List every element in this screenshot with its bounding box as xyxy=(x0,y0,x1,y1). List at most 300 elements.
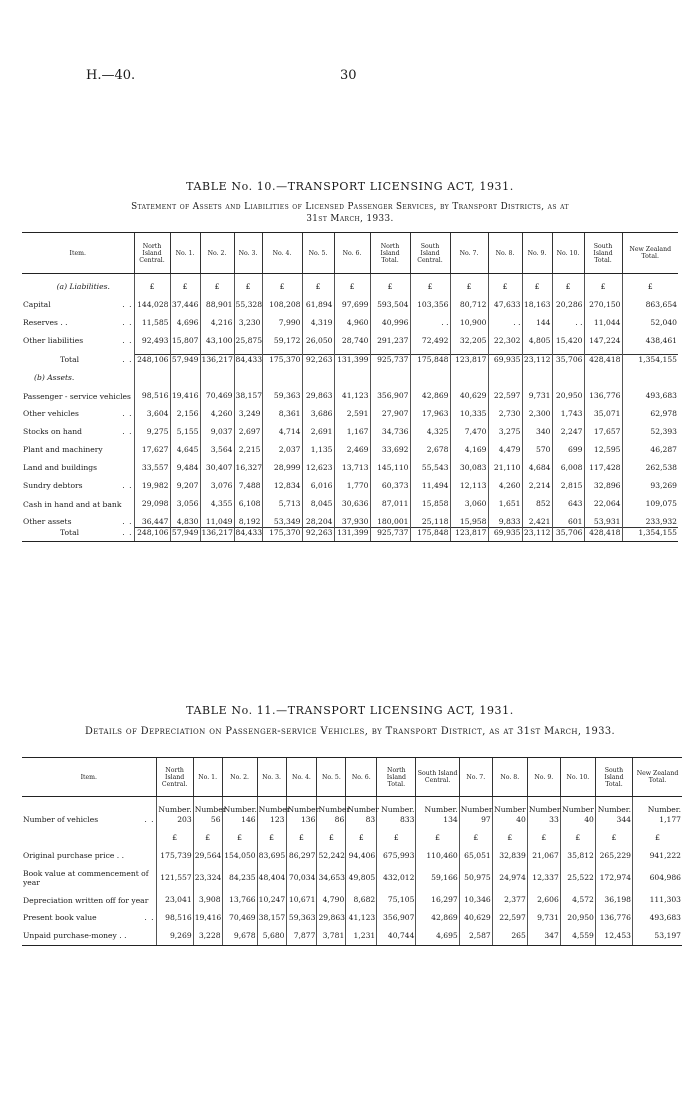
table-cell: 11,585 xyxy=(134,318,170,328)
table-cell: 593,504 xyxy=(370,300,410,310)
table-cell: 27,907 xyxy=(370,409,410,419)
table-cell: 41,123 xyxy=(334,391,370,401)
table-cell: 88,901 xyxy=(200,300,234,310)
table-cell: 70,469 xyxy=(200,391,234,401)
table-cell: 2,815 xyxy=(552,481,584,491)
row-label-text: Present book value xyxy=(23,913,97,922)
table-cell: 9,484 xyxy=(170,463,200,473)
spacer-cell xyxy=(22,923,156,931)
table-cell: 4,260 xyxy=(200,409,234,419)
spacer-cell xyxy=(370,346,410,355)
row-label-text: Number of vehicles xyxy=(23,815,99,824)
spacer-cell xyxy=(22,905,156,913)
table-cell: 7,470 xyxy=(450,427,488,437)
spacer-row xyxy=(22,923,682,931)
table-cell: 57,949 xyxy=(171,355,199,364)
column-header: No. 2. xyxy=(222,758,257,797)
table-cell: 6,016 xyxy=(302,481,334,491)
spacer-cell xyxy=(527,861,560,869)
spacer-cell xyxy=(286,861,317,869)
table-cell: 10,335 xyxy=(450,409,488,419)
table-cell: 136,217 xyxy=(201,355,233,364)
row-label-text: Other assets xyxy=(23,517,72,527)
spacer-cell xyxy=(334,509,370,517)
table-cell: 40,629 xyxy=(459,913,492,923)
table-cell: 344 xyxy=(595,815,632,825)
spacer-cell xyxy=(522,455,552,463)
table-cell: 21,110 xyxy=(488,463,522,473)
spacer-cell xyxy=(317,887,346,895)
spacer-cell xyxy=(377,797,416,806)
spacer-cell xyxy=(450,401,488,409)
spacer-cell xyxy=(134,401,170,409)
spacer-cell xyxy=(527,825,560,833)
spacer-cell xyxy=(584,455,622,463)
column-header: North Island Total. xyxy=(377,758,416,797)
spacer-cell xyxy=(488,365,522,373)
spacer-cell xyxy=(488,491,522,499)
spacer-cell xyxy=(584,437,622,445)
table-cell: 4,216 xyxy=(200,318,234,328)
table-cell: 28,999 xyxy=(262,463,302,473)
spacer-cell xyxy=(450,346,488,355)
spacer-cell xyxy=(170,292,200,300)
column-header: No. 9. xyxy=(522,233,552,274)
spacer-cell xyxy=(302,328,334,336)
spacer-cell xyxy=(22,401,134,409)
spacer-cell xyxy=(370,455,410,463)
spacer-cell xyxy=(156,923,193,931)
spacer-cell xyxy=(488,437,522,445)
table-cell: 53,349 xyxy=(262,517,302,528)
spacer-cell xyxy=(334,383,370,391)
table-cell xyxy=(334,373,370,383)
spacer-cell xyxy=(22,274,134,283)
liability-row xyxy=(22,336,678,346)
spacer-cell xyxy=(377,843,416,851)
table-cell: 12,453 xyxy=(595,931,632,946)
table-cell: 4,355 xyxy=(200,499,234,509)
spacer-cell xyxy=(370,292,410,300)
table-cell: 4,325 xyxy=(410,427,450,437)
table-cell: 21,067 xyxy=(527,851,560,861)
table-cell: 69,935 xyxy=(488,528,522,542)
table-cell: 144 xyxy=(522,318,552,328)
table-cell: 265 xyxy=(492,931,527,946)
table-cell: £ xyxy=(527,833,560,843)
spacer-cell xyxy=(286,843,317,851)
table-cell: 2,300 xyxy=(522,409,552,419)
spacer-cell xyxy=(334,310,370,318)
table-cell xyxy=(450,373,488,383)
table-cell: £ xyxy=(370,282,410,292)
spacer-cell xyxy=(222,923,257,931)
spacer-cell xyxy=(156,887,193,895)
table-cell: 28,740 xyxy=(334,336,370,346)
spacer-cell xyxy=(488,328,522,336)
table-cell: 248,106 xyxy=(134,528,170,542)
table-cell: 601 xyxy=(552,517,584,528)
spacer-cell xyxy=(193,825,222,833)
table-cell: 25,522 xyxy=(560,869,595,887)
spacer-cell xyxy=(633,843,683,851)
spacer-cell xyxy=(410,419,450,427)
table-cell: 3,228 xyxy=(193,931,222,946)
table-cell: 604,986 xyxy=(633,869,683,887)
table-cell: 30,636 xyxy=(334,499,370,509)
spacer-cell xyxy=(262,473,302,481)
spacer-cell xyxy=(302,419,334,427)
spacer-cell xyxy=(410,437,450,445)
spacer-cell xyxy=(410,274,450,283)
spacer-cell xyxy=(200,455,234,463)
spacer-cell xyxy=(134,310,170,318)
table10-header-row xyxy=(22,233,678,274)
table-cell: 3,781 xyxy=(317,931,346,946)
column-header: South Island Central. xyxy=(416,758,459,797)
table11-title: TABLE No. 11.—TRANSPORT LICENSING ACT, 1931. xyxy=(186,704,514,717)
table-cell: 2,037 xyxy=(262,445,302,455)
spacer-cell xyxy=(370,310,410,318)
spacer-cell xyxy=(257,861,286,869)
table-cell: 35,812 xyxy=(560,851,595,861)
table-cell: 4,830 xyxy=(170,517,200,528)
spacer-cell xyxy=(22,383,134,391)
spacer-cell xyxy=(595,905,632,913)
spacer-cell xyxy=(262,346,302,355)
spacer-cell xyxy=(22,887,156,895)
spacer-row xyxy=(22,825,682,833)
column-header: No. 7. xyxy=(459,758,492,797)
spacer-cell xyxy=(200,365,234,373)
spacer-cell xyxy=(416,825,459,833)
table-cell: 35,071 xyxy=(584,409,622,419)
table-cell: 121,557 xyxy=(156,869,193,887)
row-label-text: Reserves . . xyxy=(23,318,68,327)
table-cell: 852 xyxy=(522,499,552,509)
table-cell: 493,683 xyxy=(633,913,683,923)
table-cell: 180,001 xyxy=(370,517,410,528)
table-cell: 10,247 xyxy=(258,895,286,904)
table-cell: £ xyxy=(595,833,632,843)
table-cell: £ xyxy=(334,282,370,292)
spacer-cell xyxy=(200,437,234,445)
table-cell: 154,050 xyxy=(222,851,257,861)
table-cell: 97 xyxy=(459,815,492,825)
column-header: No. 4. xyxy=(286,758,317,797)
table-cell: 20,950 xyxy=(560,913,595,923)
spacer-cell xyxy=(450,292,488,300)
table-cell: 1,231 xyxy=(346,931,377,946)
spacer-cell xyxy=(302,455,334,463)
spacer-cell xyxy=(302,509,334,517)
table-cell: 12,595 xyxy=(584,445,622,455)
spacer-cell xyxy=(522,328,552,336)
table-cell: 9,833 xyxy=(488,517,522,528)
spacer-cell xyxy=(552,491,584,499)
assets-liabilities-table xyxy=(22,232,678,542)
table-cell: 53,197 xyxy=(633,931,683,946)
table-cell: £ xyxy=(193,833,222,843)
spacer-cell xyxy=(410,292,450,300)
spacer-cell xyxy=(134,346,170,355)
spacer-cell xyxy=(410,509,450,517)
table-cell: Number. xyxy=(633,805,683,815)
leader-dots: . . xyxy=(122,318,133,327)
column-header: No. 1. xyxy=(170,233,200,274)
spacer-cell xyxy=(134,274,170,283)
row-label-text: Other liabilities xyxy=(23,336,84,345)
spacer-cell xyxy=(170,473,200,481)
table-cell: 34,653 xyxy=(317,869,346,887)
spacer-cell xyxy=(488,509,522,517)
row-label xyxy=(22,336,134,346)
table-cell: 4,695 xyxy=(416,931,459,946)
spacer-cell xyxy=(170,383,200,391)
table-cell: 111,303 xyxy=(633,895,683,905)
spacer-cell xyxy=(370,274,410,283)
table-cell: 26,050 xyxy=(302,336,334,346)
spacer-cell xyxy=(193,797,222,806)
table-cell: 2,469 xyxy=(334,445,370,455)
spacer-cell xyxy=(488,274,522,283)
table-cell xyxy=(488,373,522,383)
spacer-cell xyxy=(459,923,492,931)
spacer-cell xyxy=(134,437,170,445)
table-cell: 1,743 xyxy=(552,409,584,419)
leader-dots: . . xyxy=(122,517,133,527)
spacer-cell xyxy=(156,843,193,851)
table-cell: £ xyxy=(200,282,234,292)
row-label-text: Depreciation written off for year xyxy=(23,895,149,905)
table-cell: 9,678 xyxy=(222,931,257,946)
table11-header-row xyxy=(22,758,682,797)
table-cell: 72,492 xyxy=(410,336,450,346)
spacer-cell xyxy=(522,401,552,409)
table-cell: 36,447 xyxy=(134,517,170,528)
depreciation-table xyxy=(22,757,682,946)
table-cell: 20,286 xyxy=(552,300,584,310)
table-cell: 25,118 xyxy=(410,517,450,528)
spacer-cell xyxy=(450,365,488,373)
row-label-text: Capital xyxy=(23,300,51,309)
spacer-cell xyxy=(450,328,488,336)
table-cell: 70,034 xyxy=(286,869,317,887)
spacer-cell xyxy=(134,292,170,300)
leader-dots: . . xyxy=(122,409,133,418)
spacer-cell xyxy=(410,310,450,318)
table-cell: 92,263 xyxy=(302,355,334,366)
table-cell: 80,712 xyxy=(450,300,488,310)
row-label-text: Other vehicles xyxy=(23,409,79,418)
table-cell: 2,214 xyxy=(522,481,552,491)
table-cell: Number xyxy=(287,805,320,814)
table-cell: 15,420 xyxy=(552,336,584,346)
table-cell: 428,418 xyxy=(584,355,622,366)
table-cell: 8,682 xyxy=(346,895,377,905)
table-cell: 175,848 xyxy=(410,528,450,542)
table-cell: 3,230 xyxy=(234,318,262,328)
table-cell: 33,557 xyxy=(134,463,170,473)
table-cell: 59,363 xyxy=(286,913,317,923)
spacer-cell xyxy=(527,923,560,931)
table-cell: Number xyxy=(347,805,380,814)
table-cell: 270,150 xyxy=(584,300,622,310)
table-cell: Number xyxy=(460,805,493,814)
spacer-cell xyxy=(410,455,450,463)
column-header: No. 1. xyxy=(193,758,222,797)
spacer-cell xyxy=(262,509,302,517)
section-heading-liabilities: (a) Liabilities. xyxy=(56,282,110,291)
table-cell: 1,354,155 xyxy=(622,528,678,542)
table-cell: 941,222 xyxy=(633,851,683,861)
table10-subtitle-line1: Statement of Assets and Liabilities of Licensed Passenger Services, by Transport Districts, as at xyxy=(131,202,569,212)
spacer-cell xyxy=(488,401,522,409)
table-cell: £ xyxy=(552,282,584,292)
spacer-cell xyxy=(584,292,622,300)
table-cell: 7,877 xyxy=(286,931,317,946)
spacer-cell xyxy=(622,509,678,517)
row-label xyxy=(22,805,156,815)
column-header: No. 6. xyxy=(334,233,370,274)
column-header: No. 10. xyxy=(560,758,595,797)
table-cell: 493,683 xyxy=(622,391,678,401)
spacer-cell xyxy=(522,437,552,445)
table-cell: 13,713 xyxy=(334,463,370,473)
spacer-cell xyxy=(222,861,257,869)
spacer-cell xyxy=(200,310,234,318)
leader-dots: . . xyxy=(122,481,133,490)
asset-row xyxy=(22,517,678,528)
spacer-cell xyxy=(234,401,262,409)
table-cell: 38,157 xyxy=(235,391,263,400)
table-cell: £ xyxy=(317,833,346,843)
table-cell: 29,863 xyxy=(302,391,334,401)
spacer-row xyxy=(22,843,682,851)
row-label-text: Book value at commencement of year xyxy=(23,869,149,887)
table-cell: £ xyxy=(156,833,193,843)
table-cell: 3,056 xyxy=(170,499,200,509)
spacer-cell xyxy=(22,455,134,463)
spacer-cell xyxy=(170,491,200,499)
row-label xyxy=(22,517,134,528)
spacer-cell xyxy=(317,905,346,913)
spacer-cell xyxy=(234,437,262,445)
spacer-cell xyxy=(262,455,302,463)
column-header: North Island Central. xyxy=(134,233,170,274)
column-header: South Island Central. xyxy=(410,233,450,274)
column-header: No. 9. xyxy=(527,758,560,797)
spacer-cell xyxy=(450,274,488,283)
spacer-cell xyxy=(286,923,317,931)
spacer-cell xyxy=(262,328,302,336)
spacer-cell xyxy=(410,383,450,391)
spacer-cell xyxy=(584,491,622,499)
spacer-cell xyxy=(302,346,334,355)
spacer-cell xyxy=(200,383,234,391)
spacer-cell xyxy=(234,419,262,427)
table-cell: Number. xyxy=(223,805,257,814)
spacer-cell xyxy=(377,825,416,833)
table-cell xyxy=(302,373,334,383)
row-label xyxy=(22,931,156,946)
spacer-cell xyxy=(302,473,334,481)
table-cell: £ xyxy=(234,282,262,292)
table-cell: 15,958 xyxy=(450,517,488,528)
spacer-cell xyxy=(459,887,492,895)
table-cell: 6,008 xyxy=(552,463,584,473)
spacer-cell xyxy=(22,861,156,869)
spacer-cell xyxy=(622,328,678,336)
spacer-cell xyxy=(416,843,459,851)
spacer-cell xyxy=(234,455,262,463)
spacer-cell xyxy=(334,455,370,463)
table-cell: 94,406 xyxy=(346,851,377,861)
table-cell: . . xyxy=(552,318,584,328)
table-cell: £ xyxy=(170,282,200,292)
leader-dots: . . xyxy=(144,815,155,824)
spacer-cell xyxy=(552,455,584,463)
spacer-cell xyxy=(552,509,584,517)
table-cell: 59,172 xyxy=(262,336,302,346)
table-cell: 83 xyxy=(346,815,377,825)
unit-row xyxy=(22,805,682,815)
table-cell: 40 xyxy=(560,815,595,825)
spacer-cell xyxy=(200,473,234,481)
spacer-cell xyxy=(488,419,522,427)
spacer-cell xyxy=(492,905,527,913)
column-header: No. 6. xyxy=(346,758,377,797)
spacer-cell xyxy=(416,861,459,869)
spacer-cell xyxy=(552,473,584,481)
table-cell: 46,287 xyxy=(622,445,678,455)
spacer-cell xyxy=(552,328,584,336)
table-cell: 147,224 xyxy=(584,336,622,346)
spacer-cell xyxy=(346,861,377,869)
table-cell: 5,680 xyxy=(257,931,286,946)
row-label-text: Passenger - service vehicles xyxy=(23,391,131,401)
table-cell: 203 xyxy=(156,815,193,825)
table-cell: Number xyxy=(528,805,561,814)
spacer-cell xyxy=(622,419,678,427)
spacer-cell xyxy=(522,473,552,481)
spacer-cell xyxy=(492,887,527,895)
column-header: No. 2. xyxy=(200,233,234,274)
liability-row xyxy=(22,318,678,328)
table-cell: £ xyxy=(488,282,522,292)
row-label: (b) Assets. xyxy=(34,373,75,382)
liabilities-total-row xyxy=(22,355,678,366)
spacer-cell xyxy=(317,825,346,833)
table-cell: 4,684 xyxy=(522,463,552,473)
spacer-cell xyxy=(257,797,286,806)
spacer-cell xyxy=(527,887,560,895)
spacer-cell xyxy=(134,383,170,391)
spacer-cell xyxy=(134,473,170,481)
spacer-cell xyxy=(262,401,302,409)
spacer-cell xyxy=(560,825,595,833)
spacer-cell xyxy=(334,274,370,283)
table-cell: 52,040 xyxy=(622,318,678,328)
table-cell: 86 xyxy=(317,815,346,825)
row-label xyxy=(22,869,156,887)
table-cell: £ xyxy=(222,833,257,843)
table-cell: 1,177 xyxy=(633,815,683,825)
spacer-cell xyxy=(416,923,459,931)
table-cell: 32,205 xyxy=(450,336,488,346)
spacer-cell xyxy=(450,491,488,499)
table-cell: 2,678 xyxy=(410,445,450,455)
